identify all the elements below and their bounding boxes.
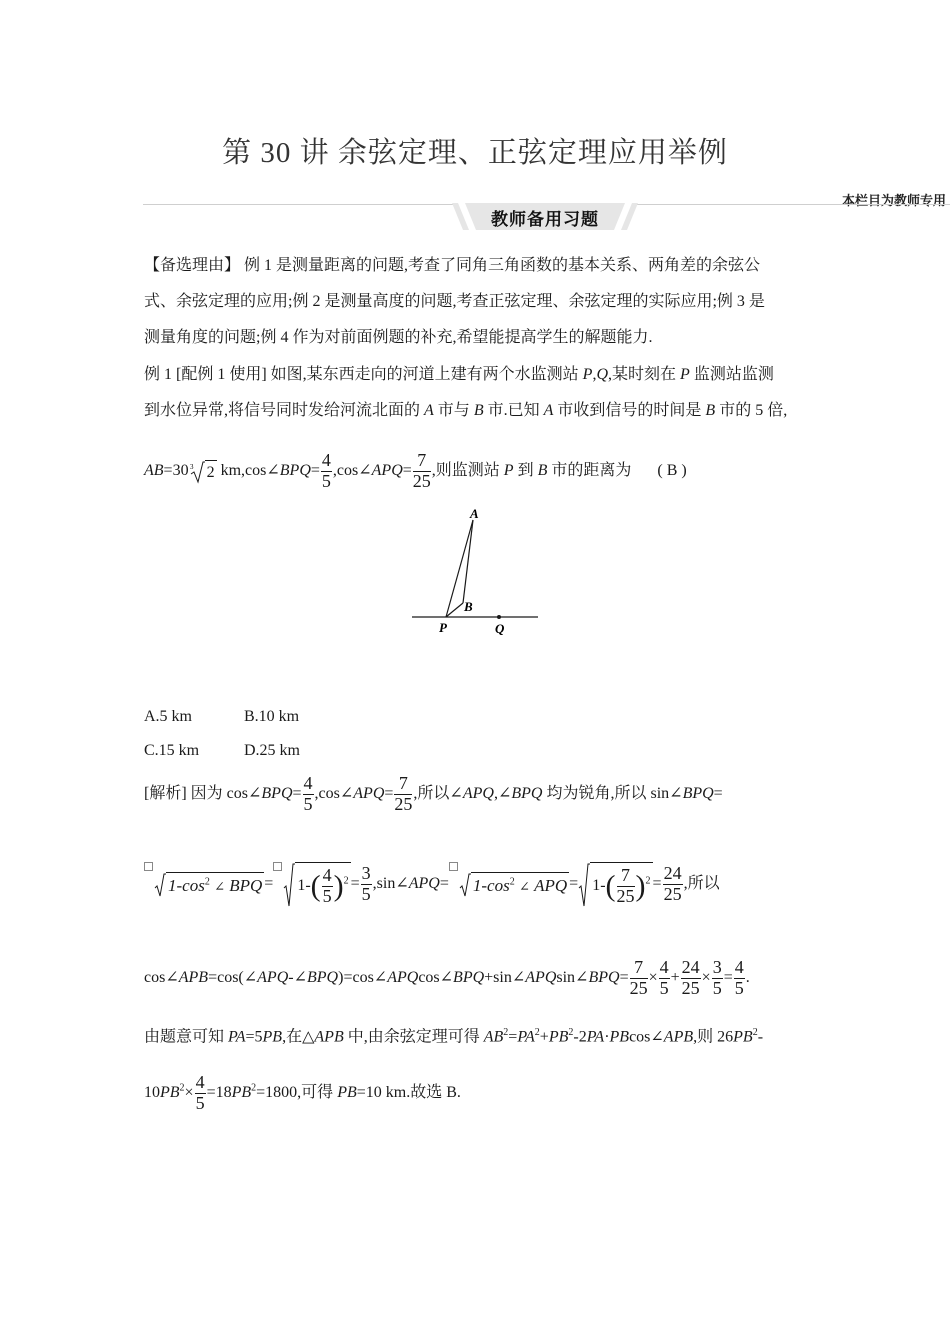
banner-title: 教师备用习题 bbox=[491, 210, 599, 230]
solution-line-4: 由题意可知 PA=5PB,在△APB 中,由余弦定理可得 $AB^2=PA^2+PB^2-2PA\cdot PBcos\angle APB$,则 $26PB^2-$ bbox=[144, 1027, 764, 1046]
geometry-figure bbox=[400, 500, 550, 640]
option-a: A.5 km bbox=[144, 708, 192, 725]
solution-line-3: cos∠APB=cos(∠APQ-∠BPQ)=cos∠APQcos∠BPQ+sin∠APQsin∠BPQ= $\frac{7}{25}$ × $\frac{4}{5}$ + $\frac{24}{25}$ × $\frac{3}{5}$ = $\frac{4}{5}$ . bbox=[144, 957, 750, 998]
reason-line-3: 测量角度的问题;例 4 作为对前面例题的补充,希望能提高学生的解题能力. bbox=[144, 329, 653, 346]
point-q bbox=[497, 615, 501, 619]
teacher-only-note: 本栏目为教师专用 bbox=[841, 194, 946, 209]
label-a: A bbox=[470, 506, 479, 521]
label-p: P bbox=[439, 620, 447, 635]
fraction: $\frac{7}{25}$ bbox=[412, 450, 431, 491]
page-title: 第 30 讲 余弦定理、正弦定理应用举例 bbox=[222, 137, 728, 169]
answer-bracket: ( B ) bbox=[657, 461, 687, 479]
option-c: C.15 km bbox=[144, 742, 200, 759]
svg-text:3: 3 bbox=[189, 463, 194, 472]
reason-label: 【备选理由】 bbox=[144, 257, 241, 274]
label-q: Q bbox=[495, 621, 505, 636]
solution-line-2: $1-\cos^2$ ∠ BPQ = 1-( $\frac{4}{5}$ )$^2$ = $\frac{3}{5}$ ,sin∠APQ= $1-\cos^2$ ∠ APQ = 1-( $\frac{7}{25}$ )$^2$ = $\frac{24}{25}$ ,所以 bbox=[144, 862, 720, 907]
label-b: B bbox=[464, 599, 473, 614]
solution-line-5: $10PB^2\times$ $\frac{4}{5}$ $=18PB^2=1800$,可得 PB=10 km.故选 B. bbox=[144, 1072, 461, 1113]
example-line-1: 例 1 [配例 1 使用] 如图,某东西走向的河道上建有两个水监测站 P,Q,某时刻在 P 监测站监测 bbox=[144, 366, 774, 383]
option-d: D.25 km bbox=[244, 742, 300, 759]
reason-line-2: 式、余弦定理的应用;例 2 是测量高度的问题,考查正弦定理、余弦定理的实际应用;例 3 是 bbox=[144, 293, 765, 310]
example-line-2: 到水位异常,将信号同时发给河流北面的 A 市与 B 市.已知 A 市收到信号的时间是 B 市的 5 倍, bbox=[144, 402, 788, 419]
section-banner bbox=[452, 203, 638, 230]
option-b: B.10 km bbox=[244, 708, 300, 725]
solution-line-1: [解析] 因为 cos∠BPQ= $\frac{4}{5}$ ,cos∠APQ= $\frac{7}{25}$ ,所以∠APQ,∠BPQ 均为锐角,所以 sin∠BPQ= bbox=[144, 773, 723, 814]
example-line-3: AB=30 3 2 km,cos∠BPQ= $\frac{4}{5}$ ,cos∠APQ= $\frac{7}{25}$ ,则监测站 P 到 B 市的距离为 ( B ) bbox=[144, 450, 687, 491]
fraction: $\frac{4}{5}$ bbox=[321, 450, 331, 491]
reason-line-1: 【备选理由】 例 1 是测量距离的问题,考查了同角三角函数的基本关系、两角差的余弦公 bbox=[144, 257, 761, 274]
cube-root-two: 3 2 bbox=[189, 460, 217, 482]
segment-ab bbox=[463, 520, 473, 603]
